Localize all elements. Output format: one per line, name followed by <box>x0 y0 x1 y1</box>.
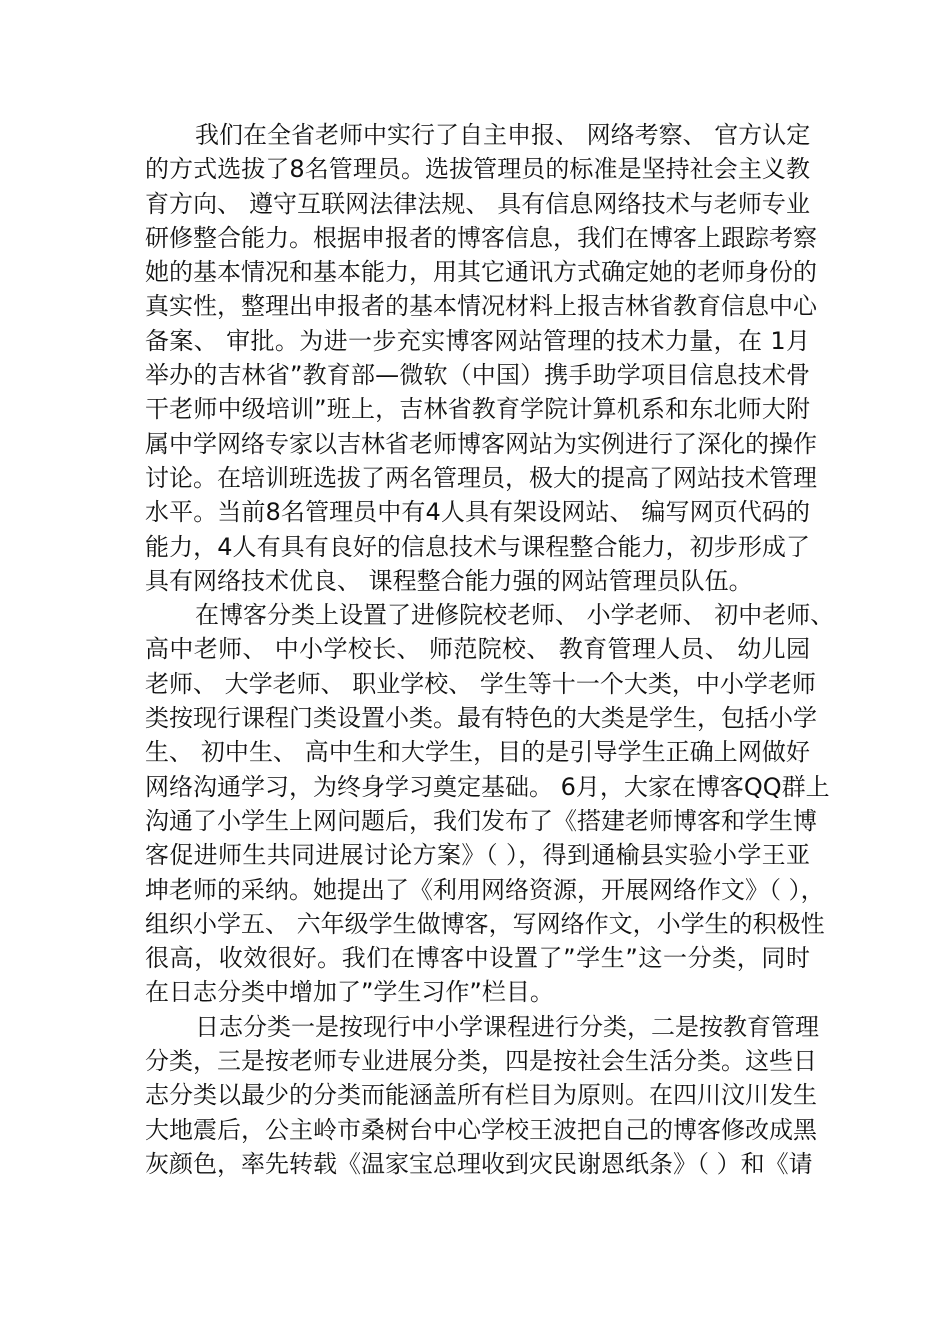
paragraph-line: 干老师中级培训”班上，吉林省教育学院计算机系和东北师大附 <box>145 395 810 424</box>
paragraph-line: 老师、 大学老师、 职业学校、 学生等十一个大类，中小学老师 <box>145 669 816 698</box>
paragraph-line: 水平。当前8名管理员中有4人具有架设网站、 编写网页代码的 <box>145 498 810 527</box>
paragraph-3 <box>145 1010 819 1181</box>
paragraph-line: 属中学网络专家以吉林省老师博客网站为实例进行了深化的操作 <box>145 429 817 458</box>
paragraph-line: 生、 初中生、 高中生和大学生，目的是引导学生正确上网做好 <box>145 738 810 767</box>
document-body <box>145 118 835 1181</box>
paragraph-line: 讨论。在培训班选拔了两名管理员，极大的提高了网站技术管理 <box>145 463 817 492</box>
paragraph-line: 类按现行课程门类设置小类。最有特色的大类是学生，包括小学 <box>145 704 817 733</box>
paragraph-line: 客促进师生共同进展讨论方案》（ ），得到通榆县实验小学王亚 <box>145 841 810 870</box>
paragraph-line: 志分类以最少的分类而能涵盖所有栏目为原则。在四川汶川发生 <box>145 1081 817 1110</box>
paragraph-line: 我们在全省老师中实行了自主申报、 网络考察、 官方认定 <box>195 121 811 149</box>
paragraph-line: 大地震后，公主岭市桑树台中心学校王波把自己的博客修改成黑 <box>145 1115 817 1144</box>
paragraph-line: 真实性，整理出申报者的基本情况材料上报吉林省教育信息中心 <box>145 292 817 321</box>
paragraph-line: 具有网络技术优良、 课程整合能力强的网站管理员队伍。 <box>145 566 753 595</box>
paragraph-line: 高中老师、 中小学校长、 师范院校、 教育管理人员、 幼儿园 <box>145 635 810 664</box>
paragraph-line: 灰颜色，率先转载《温家宝总理收到灾民谢恩纸条》（ ）和《请 <box>145 1149 813 1178</box>
paragraph-line: 她的基本情况和基本能力，用其它通讯方式确定她的老师身份的 <box>145 258 817 287</box>
paragraph-line: 的方式选拔了8名管理员。选拔管理员的标准是坚持社会主义教 <box>145 155 810 184</box>
paragraph-line: 很高，收效很好。我们在博客中设置了”学生”这一分类，同时 <box>145 944 810 973</box>
paragraph-line: 在日志分类中增加了”学生习作”栏目。 <box>145 978 554 1007</box>
paragraph-line: 组织小学五、 六年级学生做博客，写网络作文，小学生的积极性 <box>145 909 825 938</box>
paragraph-line: 研修整合能力。根据申报者的博客信息，我们在博客上跟踪考察 <box>145 223 817 252</box>
paragraph-line: 网络沟通学习，为终身学习奠定基础。 6月，大家在博客QQ群上 <box>145 772 830 801</box>
paragraph-line: 能力，4人有具有良好的信息技术与课程整合能力，初步形成了 <box>145 532 810 561</box>
paragraph-2 <box>145 598 835 1010</box>
paragraph-1 <box>145 118 817 598</box>
paragraph-line: 备案、 审批。为进一步充实博客网站管理的技术力量，在 1月 <box>145 326 810 355</box>
paragraph-line: 分类，三是按老师专业进展分类，四是按社会生活分类。这些日 <box>145 1047 817 1076</box>
paragraph-line: 日志分类一是按现行中小学课程进行分类，二是按教育管理 <box>195 1012 819 1041</box>
paragraph-line: 坤老师的采纳。她提出了《利用网络资源，开展网络作文》（ ）， <box>145 875 825 904</box>
paragraph-line: 育方向、 遵守互联网法律法规、 具有信息网络技术与老师专业 <box>145 189 810 218</box>
paragraph-line: 在博客分类上设置了进修院校老师、 小学老师、 初中老师、 <box>195 601 835 630</box>
paragraph-line: 举办的吉林省”教育部—微软（中国）携手助学项目信息技术骨 <box>145 361 810 390</box>
paragraph-line: 沟通了小学生上网问题后，我们发布了《搭建老师博客和学生博 <box>145 806 817 835</box>
